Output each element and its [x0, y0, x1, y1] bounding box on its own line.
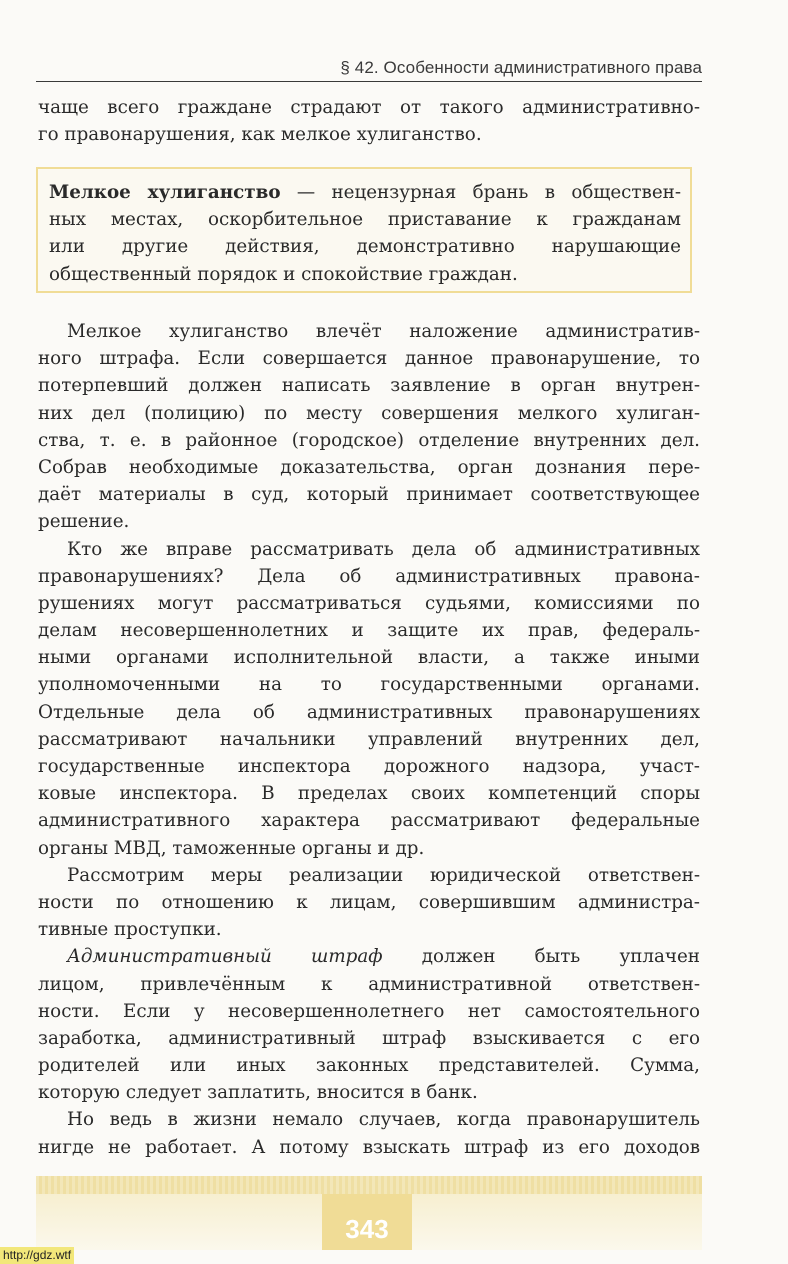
definition-text: — нецензурная брань в обществен- — [280, 182, 681, 203]
text-line: даёт материалы в суд, который принимает соответствующее — [38, 484, 700, 506]
text-line: чаще всего граждане страдают от такого административно- — [38, 97, 700, 118]
text-line: решение. — [38, 511, 130, 533]
text-run: должен быть уплачен — [382, 946, 700, 968]
text-line: потерпевший должен написать заявление в орган внутрен- — [38, 375, 700, 397]
body-text — [38, 318, 700, 1161]
text-line: делам несовершеннолетних и защите их прав, федераль- — [38, 620, 700, 642]
text-line: ства, т. е. в районное (городское) отделение внутренних дел. — [38, 429, 700, 451]
text-line: рушениях могут рассматриваться судьями, комиссиями по — [38, 592, 700, 614]
text-line: ными органами исполнительной власти, а также иными — [38, 647, 700, 669]
definition-line: или другие действия, демонстративно нарушающие — [49, 236, 681, 258]
paragraph — [38, 862, 700, 944]
text-line: Но ведь в жизни немало случаев, когда правонарушитель — [67, 1109, 700, 1131]
text-line: уполномоченными на то государственными органами. — [38, 674, 700, 696]
watermark-link[interactable]: http://gdz.wtf — [0, 1247, 74, 1264]
text-line: ковые инспектора. В пределах своих компетенций споры — [38, 783, 700, 805]
text-line: правонарушениях? Дела об административных правона- — [38, 565, 700, 587]
definition-box — [36, 167, 692, 293]
text-line: нигде не работает. А потому взыскать штраф из его доходов — [38, 1136, 700, 1158]
text-line: рассматривают начальники управлений внутренних дел, — [38, 728, 700, 750]
definition-line — [49, 179, 681, 206]
paragraph — [38, 536, 700, 862]
text-line: родителей или иных законных представителей. Сумма, — [38, 1055, 700, 1077]
text-line: органы МВД, таможенные органы и др. — [38, 837, 425, 859]
running-head: § 42. Особенности административного права — [36, 58, 702, 82]
paragraph — [38, 318, 700, 536]
intro-text — [38, 94, 700, 148]
page-number: 343 — [322, 1194, 412, 1250]
definition-line: ных местах, оскорбительное приставание к гражданам — [49, 209, 681, 231]
text-line: Кто же вправе рассматривать дела об административных — [67, 538, 700, 560]
text-line: государственные инспектора дорожного надзора, участ- — [38, 756, 700, 777]
footer-band — [36, 1176, 702, 1194]
paragraph — [38, 1106, 700, 1160]
text-line: них дел (полицию) по месту совершения мелкого хулиган- — [38, 402, 700, 424]
text-line: Собрав необходимые доказательства, орган дознания пере- — [38, 456, 700, 478]
text-line: лицом, привлечённым к административной ответствен- — [38, 973, 700, 995]
text-line — [38, 943, 700, 970]
text-line: тивные проступки. — [38, 919, 222, 941]
definition-line: общественный порядок и спокойствие граждан. — [49, 263, 518, 285]
text-line: го правонарушения, как мелкое хулиганство. — [38, 124, 482, 146]
text-line: ного штрафа. Если совершается данное правонарушение, то — [38, 348, 700, 370]
text-line: Мелкое хулиганство влечёт наложение административ- — [67, 321, 700, 342]
text-line: Отдельные дела об административных правонарушениях — [38, 701, 700, 723]
text-line: которую следует заплатить, вносится в банк. — [38, 1082, 478, 1104]
text-line: заработка, административный штраф взыскивается с его — [38, 1027, 700, 1049]
text-line: ности. Если у несовершеннолетнего нет самостоятельного — [38, 1000, 700, 1022]
definition-term: Мелкое хулиганство — [49, 182, 281, 203]
italic-term: Административный штраф — [67, 946, 383, 968]
text-line: административного характера рассматривают федеральные — [38, 810, 700, 832]
text-line: ности по отношению к лицам, совершившим администра- — [38, 891, 700, 913]
text-line: Рассмотрим меры реализации юридической ответствен- — [67, 864, 700, 886]
paragraph — [38, 943, 700, 1106]
